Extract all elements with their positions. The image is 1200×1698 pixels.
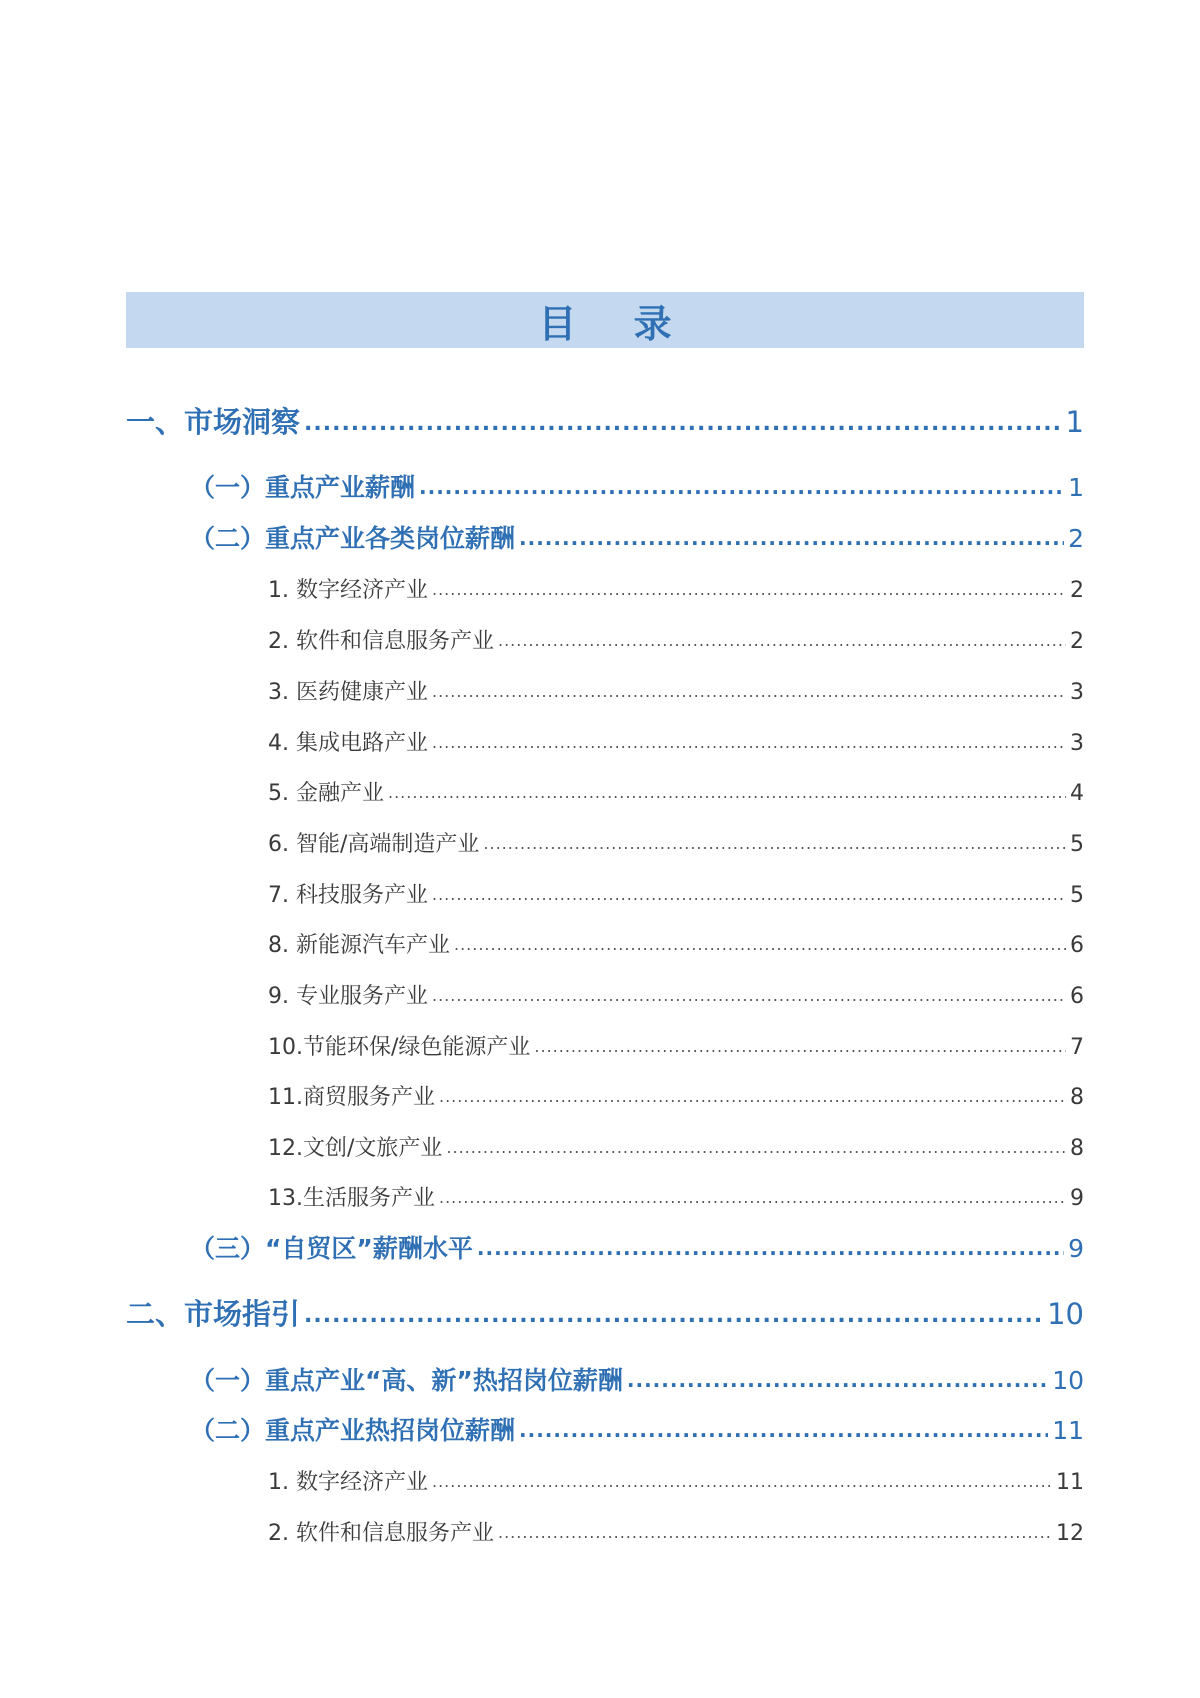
toc-entry-label: 10.节能环保/绿色能源产业 [268, 1035, 531, 1060]
toc-entry[interactable] [268, 624, 1084, 655]
dot-leader [477, 1236, 1064, 1260]
toc-entry-page: 8 [1070, 1136, 1084, 1161]
dot-leader [446, 1138, 1066, 1157]
toc-entry-page: 9 [1070, 1186, 1084, 1211]
toc-entry-page: 1 [1065, 405, 1084, 439]
dot-leader [498, 1523, 1052, 1542]
dot-leader [432, 580, 1066, 599]
toc-entry-label: 1. 数字经济产业 [268, 578, 428, 603]
toc-entry[interactable] [126, 1292, 1084, 1333]
toc-entry-page: 1 [1068, 473, 1084, 502]
toc-entry-page: 10 [1052, 1366, 1084, 1395]
toc-entry-page: 11 [1052, 1416, 1084, 1445]
toc-entry-page: 6 [1070, 984, 1084, 1009]
toc-entry[interactable] [268, 1516, 1084, 1547]
toc-entry-label: 二、市场指引 [126, 1297, 301, 1331]
toc-entry-page: 3 [1070, 731, 1084, 756]
toc-entry[interactable] [190, 1361, 1084, 1397]
toc-entry-label: 6. 智能/高端制造产业 [268, 832, 480, 857]
toc-entry[interactable] [268, 1181, 1084, 1212]
dot-leader [519, 526, 1064, 550]
dot-leader [534, 1037, 1066, 1056]
toc-entry-page: 7 [1070, 1035, 1084, 1060]
toc-entry-page: 5 [1070, 832, 1084, 857]
toc-entry[interactable] [268, 1030, 1084, 1061]
toc-title: 目 录 [538, 301, 694, 346]
toc-entry-page: 12 [1056, 1521, 1084, 1546]
toc-entry[interactable] [126, 400, 1084, 441]
toc-entry-page: 2 [1070, 578, 1084, 603]
toc-entry-label: 13.生活服务产业 [268, 1186, 435, 1211]
toc-entry-page: 9 [1068, 1234, 1084, 1263]
toc-entry-label: 7. 科技服务产业 [268, 883, 428, 908]
dot-leader [304, 1303, 1043, 1328]
dot-leader [627, 1368, 1048, 1392]
dot-leader [432, 885, 1066, 904]
toc-entry-page: 5 [1070, 883, 1084, 908]
toc-entry[interactable] [190, 1411, 1084, 1447]
toc-entry-label: （一）重点产业“高、新”热招岗位薪酬 [190, 1366, 623, 1395]
toc-entry[interactable] [268, 928, 1084, 959]
toc-entry-page: 2 [1070, 629, 1084, 654]
toc-entry[interactable] [268, 1131, 1084, 1162]
toc-entry-label: 2. 软件和信息服务产业 [268, 1521, 494, 1546]
toc-entry-label: 4. 集成电路产业 [268, 731, 428, 756]
toc-entry-label: （二）重点产业各类岗位薪酬 [190, 524, 516, 553]
toc-entry[interactable] [268, 1080, 1084, 1111]
toc-entry[interactable] [268, 726, 1084, 757]
toc-entry-label: 12.文创/文旅产业 [268, 1136, 443, 1161]
toc-entry[interactable] [268, 573, 1084, 604]
toc-entry[interactable] [268, 979, 1084, 1010]
toc-entry[interactable] [268, 675, 1084, 706]
toc-entry-page: 10 [1047, 1297, 1084, 1331]
toc-entry-label: 2. 软件和信息服务产业 [268, 629, 494, 654]
toc-entry-page: 11 [1056, 1470, 1084, 1495]
toc-entry-label: 一、市场洞察 [126, 405, 301, 439]
toc-entry-label: 5. 金融产业 [268, 781, 384, 806]
dot-leader [432, 682, 1066, 701]
dot-leader [304, 411, 1062, 436]
dot-leader [432, 1472, 1052, 1491]
toc-entry-page: 6 [1070, 933, 1084, 958]
toc-entry-page: 8 [1070, 1085, 1084, 1110]
toc-entry-label: （三）“自贸区”薪酬水平 [190, 1234, 473, 1263]
toc-entry-label: 1. 数字经济产业 [268, 1470, 428, 1495]
toc-entry-page: 4 [1070, 781, 1084, 806]
dot-leader [498, 631, 1066, 650]
toc-entry-label: 3. 医药健康产业 [268, 680, 428, 705]
dot-leader [439, 1188, 1066, 1207]
dot-leader [519, 1418, 1048, 1442]
dot-leader [432, 733, 1066, 752]
toc-entry[interactable] [190, 1229, 1084, 1265]
toc-entry-page: 3 [1070, 680, 1084, 705]
toc-entry-page: 2 [1068, 524, 1084, 553]
toc-entry[interactable] [268, 827, 1084, 858]
dot-leader [419, 475, 1064, 499]
toc-entry-label: （二）重点产业热招岗位薪酬 [190, 1416, 516, 1445]
dot-leader [439, 1087, 1066, 1106]
toc-title-bar [126, 292, 1084, 348]
toc-entry[interactable] [268, 878, 1084, 909]
toc-entry[interactable] [190, 519, 1084, 555]
dot-leader [388, 783, 1066, 802]
toc-entry-label: 9. 专业服务产业 [268, 984, 428, 1009]
toc-entry-label: （一）重点产业薪酬 [190, 473, 416, 502]
dot-leader [483, 834, 1066, 853]
dot-leader [454, 935, 1066, 954]
toc-entry[interactable] [268, 1465, 1084, 1496]
toc-entry-label: 11.商贸服务产业 [268, 1085, 435, 1110]
toc-entry[interactable] [190, 468, 1084, 504]
toc-entry-label: 8. 新能源汽车产业 [268, 933, 450, 958]
dot-leader [432, 986, 1066, 1005]
toc-entry[interactable] [268, 776, 1084, 807]
